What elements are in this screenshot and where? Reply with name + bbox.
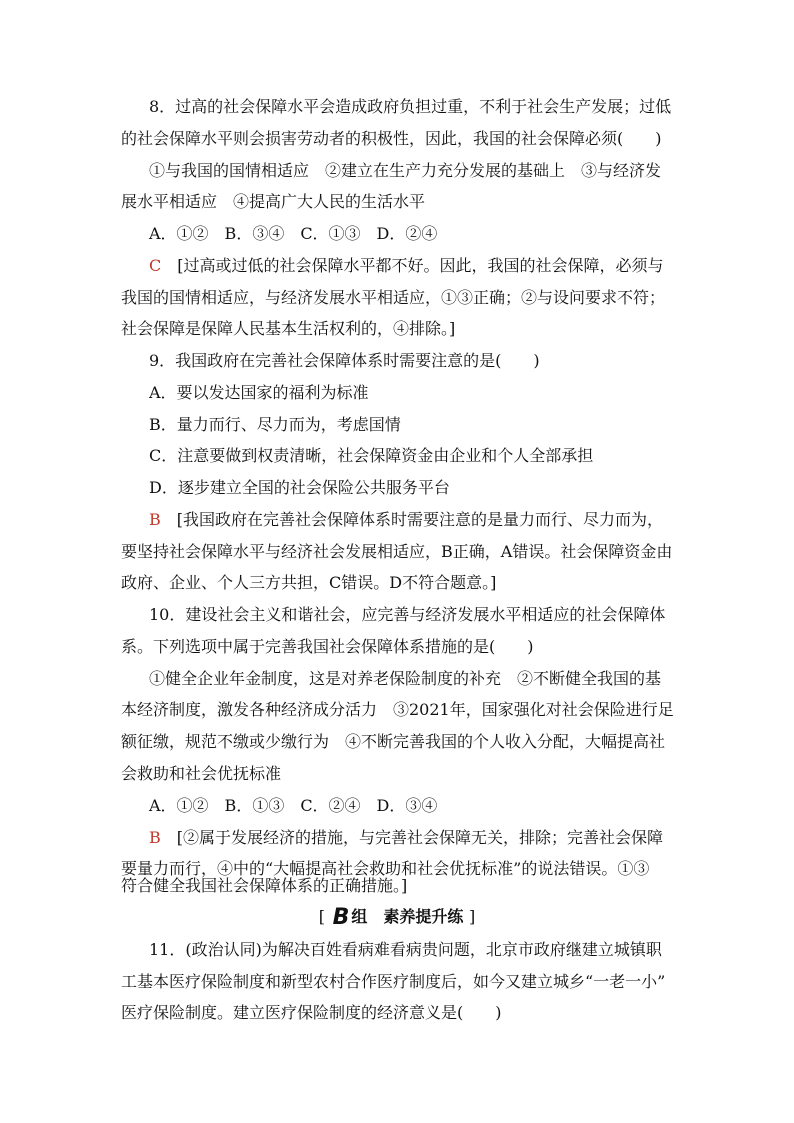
q8-items-line-2: 展水平相适应 ④提高广大人民的生活水平 [121,192,426,211]
q8-explanation-line-1: C [过高或过低的社会保障水平都不好。因此，我国的社会保障，必须与 [149,256,664,275]
q9-option-d: D．逐步建立全国的社会保险公共服务平台 [149,478,450,497]
q9-explanation-line-2: 要坚持社会保障水平与经济社会发展相适应，B正确，A错误。社会保障资金由 [121,542,673,561]
q8-explanation-line-3: 社会保障是保障人民基本生活权利的，④排除。] [121,319,456,338]
q8-options: A．①② B．③④ C．①③ D．②④ [149,224,438,243]
q8-stem-line-2: 的社会保障水平则会损害劳动者的积极性，因此，我国的社会保障必须( ) [121,129,662,148]
q10-explanation-line-3: 符合健全我国社会保障体系的正确措施。] [121,876,408,895]
section-title-text: 组 素养提升练 [351,907,464,926]
q9-option-b: B．量力而行、尽力而为，考虑国情 [149,415,401,434]
q10-options: A．①② B．①③ C．②④ D．③④ [149,796,438,815]
section-heading [0,907,794,928]
q11-stem-line-3: 医疗保险制度。建立医疗保险制度的经济意义是( ) [121,1003,502,1022]
q10-items-line-4: 会救助和社会优抚标准 [121,764,282,783]
q9-explanation-line-1: B [我国政府在完善社会保障体系时需要注意的是量力而行、尽力而为， [149,510,664,529]
q9-option-c: C．注意要做到权责清晰，社会保障资金由企业和个人全部承担 [149,446,594,465]
section-bracket-close: ] [468,907,476,926]
q9-explanation-line-3: 政府、企业、个人三方共担，C错误。D不符合题意。] [121,573,497,592]
q10-items-line-2: 本经济制度，激发各种经济成分活力 ③2021年，国家强化对社会保险进行足 [121,700,674,719]
q8-stem-line-1: 8．过高的社会保障水平会造成政府负担过重，不利于社会生产发展；过低 [149,97,672,116]
section-bracket-open: [ [318,907,326,926]
q8-explanation-line-2: 我国的国情相适应，与经济发展水平相适应，①③正确；②与设问要求不符； [121,288,666,307]
q9-stem: 9．我国政府在完善社会保障体系时需要注意的是( ) [149,351,540,370]
q9-answer: B [149,510,161,529]
q10-stem-line-1: 10．建设社会主义和谐社会，应完善与经济发展水平相适应的社会保障体 [149,605,666,624]
q10-explanation-line-2: 要量力而行，④中的“大幅提高社会救助和社会优抚标准”的说法错误。①③ [121,859,650,878]
q10-items-line-3: 额征缴，规范不缴或少缴行为 ④不断完善我国的个人收入分配，大幅提高社 [121,732,666,751]
q11-stem-line-2: 工基本医疗保险制度和新型农村合作医疗制度后，如今又建立城乡“一老一小” [121,972,666,991]
q11-stem-line-1: 11．(政治认同)为解决百姓看病难看病贵问题，北京市政府继建立城镇职 [149,940,662,959]
q9-option-a: A．要以发达国家的福利为标准 [149,383,369,402]
q10-answer: B [149,828,161,847]
q8-answer: C [149,256,162,275]
q10-stem-line-2: 系。下列选项中属于完善我国社会保障体系措施的是( ) [121,637,534,656]
q8-items-line-1: ①与我国的国情相适应 ②建立在生产力充分发展的基础上 ③与经济发 [149,161,662,180]
section-group-letter: B [332,905,350,930]
q10-items-line-1: ①健全企业年金制度，这是对养老保险制度的补充 ②不断健全我国的基 [149,669,662,688]
q10-explanation-line-1: B [②属于发展经济的措施，与完善社会保障无关，排除；完善社会保障 [149,828,664,847]
